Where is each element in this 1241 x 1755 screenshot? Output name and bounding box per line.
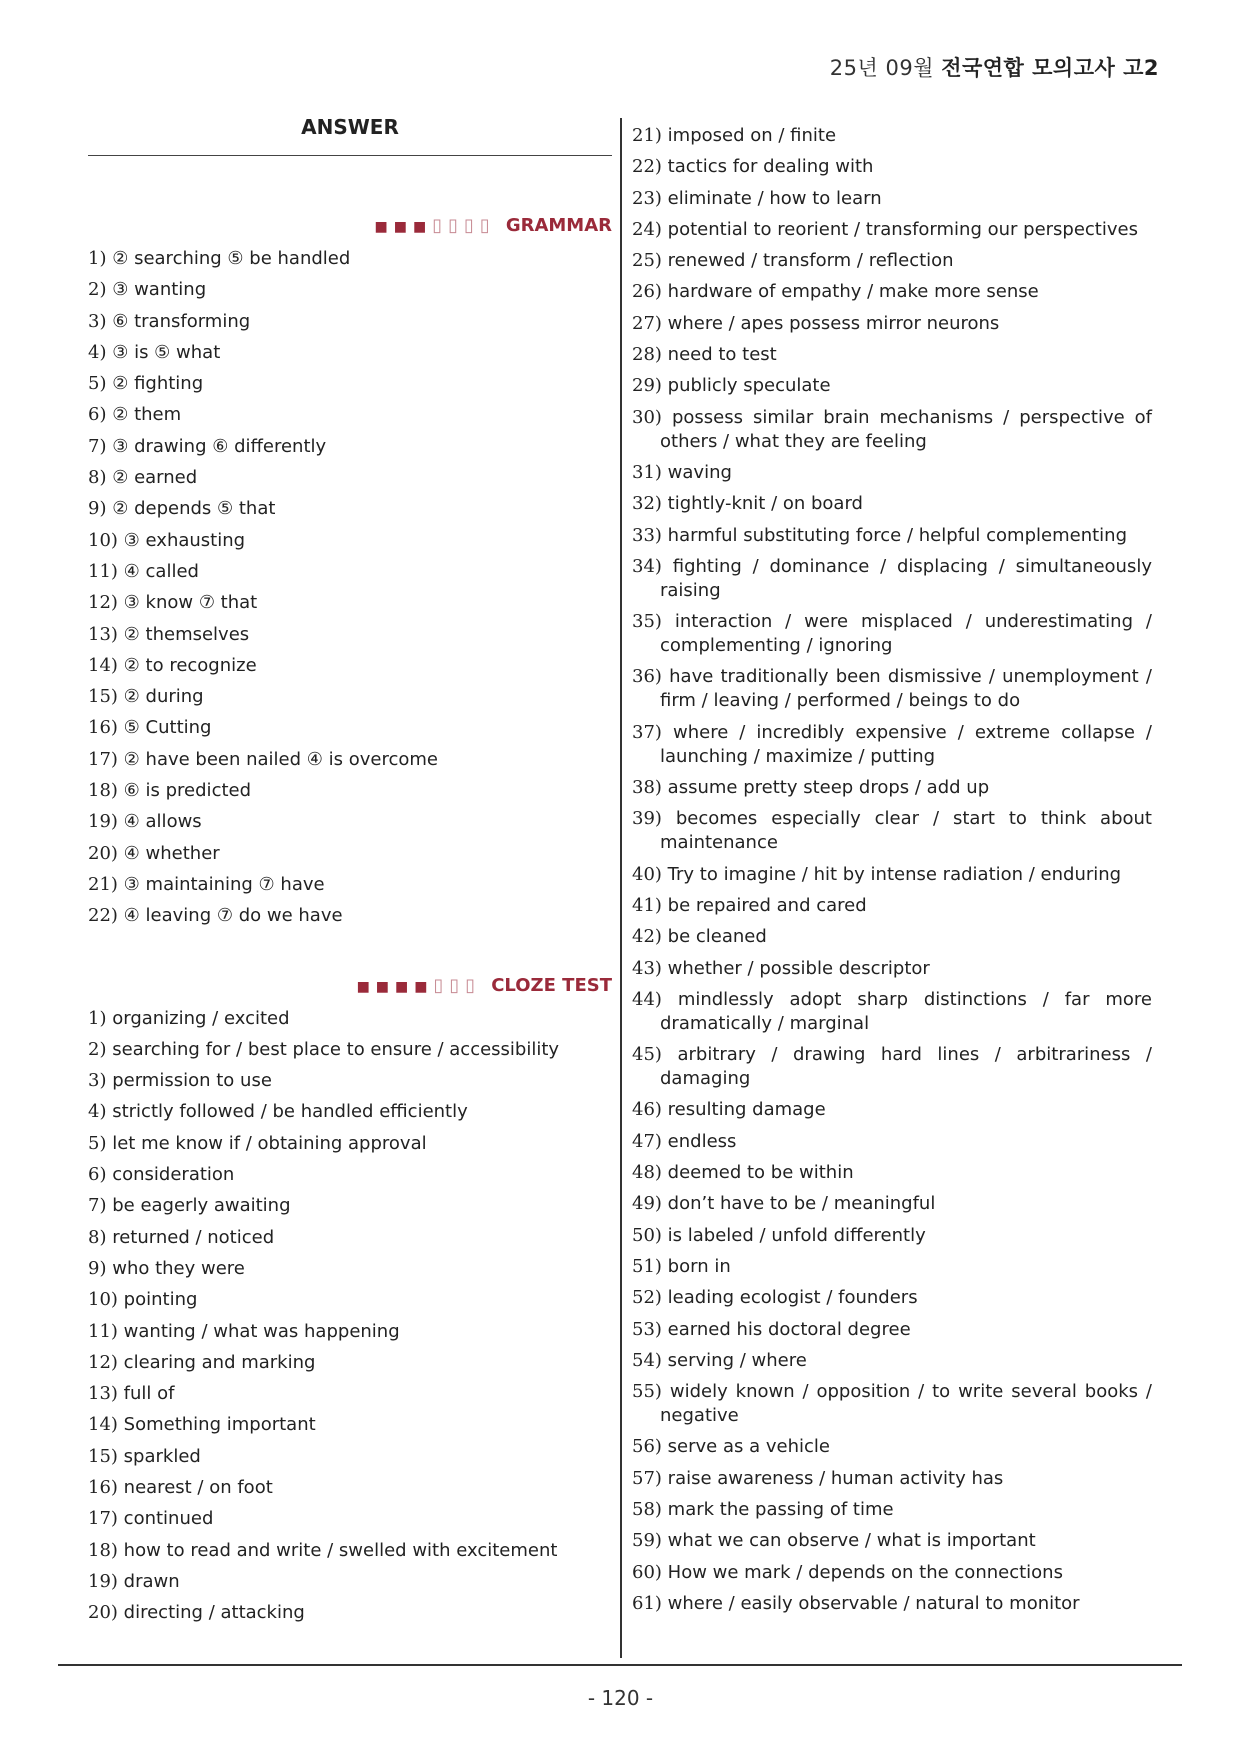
answer-item xyxy=(88,681,612,712)
answer-text: harmful substituting force / helpful complementing xyxy=(667,524,1127,546)
answer-text: tactics for dealing with xyxy=(667,156,874,178)
answer-item xyxy=(632,249,1152,273)
answer-title: ANSWER xyxy=(301,115,399,139)
answer-number: 13) xyxy=(88,623,118,645)
answer-number: 52) xyxy=(632,1287,662,1309)
answer-text: sparkled xyxy=(123,1445,201,1467)
answer-item xyxy=(88,274,612,305)
answer-item xyxy=(88,556,612,587)
answer-number: 3) xyxy=(88,1070,107,1092)
answer-text: possess similar brain mechanisms / perspective of others / what they are feeling xyxy=(660,406,1153,452)
answer-number: 33) xyxy=(632,524,662,546)
answer-item xyxy=(632,925,1152,949)
answer-item xyxy=(632,1529,1152,1553)
answer-text: ② during xyxy=(123,686,204,708)
answer-number: 13) xyxy=(88,1383,118,1405)
answer-number: 37) xyxy=(632,721,662,743)
cloze-section-label xyxy=(88,975,612,996)
answer-item xyxy=(88,243,612,274)
answer-number: 4) xyxy=(88,1101,107,1123)
answer-item xyxy=(88,1441,612,1472)
answer-number: 55) xyxy=(632,1381,662,1403)
answer-item xyxy=(88,775,612,806)
answer-number: 51) xyxy=(632,1255,662,1277)
answer-item xyxy=(632,957,1152,981)
answer-item xyxy=(632,807,1152,855)
answer-item xyxy=(88,838,612,869)
answer-text: interaction / were misplaced / underestimating / complementing / ignoring xyxy=(660,611,1152,657)
answer-number: 12) xyxy=(88,1351,118,1373)
answer-text: need to test xyxy=(667,344,777,366)
answer-text: ⑥ is predicted xyxy=(123,780,252,802)
answer-item xyxy=(632,776,1152,800)
answer-item xyxy=(88,900,612,931)
cloze-bullet-glyphs: ■■■■▯▯▯ xyxy=(356,974,482,996)
answer-number: 21) xyxy=(88,873,118,895)
answer-item xyxy=(88,869,612,900)
answer-item xyxy=(632,461,1152,485)
answer-text: earned his doctoral degree xyxy=(667,1318,911,1340)
answer-number: 16) xyxy=(88,717,118,739)
answer-text: ② depends ⑤ that xyxy=(112,498,276,520)
answer-number: 35) xyxy=(632,611,662,633)
answer-text: let me know if / obtaining approval xyxy=(112,1132,427,1154)
answer-item xyxy=(632,988,1152,1036)
answer-item xyxy=(632,1380,1152,1428)
answer-text: ③ wanting xyxy=(112,279,207,301)
answer-item xyxy=(632,124,1152,148)
answer-text: ② fighting xyxy=(112,373,204,395)
answer-text: ⑥ transforming xyxy=(112,310,251,332)
answer-number: 32) xyxy=(632,493,662,515)
answer-number: 53) xyxy=(632,1318,662,1340)
answer-number: 21) xyxy=(632,125,662,146)
answer-number: 12) xyxy=(88,592,118,614)
answer-text: ④ called xyxy=(123,560,199,582)
answer-text: ② themselves xyxy=(123,623,250,645)
answer-item xyxy=(632,863,1152,887)
answer-number: 10) xyxy=(88,1289,118,1311)
answer-text: ③ exhausting xyxy=(123,529,246,551)
answer-text: be eagerly awaiting xyxy=(112,1195,291,1217)
answer-number: 31) xyxy=(632,461,662,483)
answer-item xyxy=(88,1222,612,1253)
answer-text: How we mark / depends on the connections xyxy=(667,1561,1063,1583)
answer-item xyxy=(632,1286,1152,1310)
answer-divider xyxy=(88,155,612,156)
answer-number: 34) xyxy=(632,555,662,577)
answer-text: endless xyxy=(667,1130,737,1152)
answer-item xyxy=(632,280,1152,304)
answer-text: waving xyxy=(667,461,732,483)
answer-text: where / incredibly expensive / extreme collapse / launching / maximize / putting xyxy=(660,721,1152,767)
answer-item xyxy=(632,894,1152,918)
answer-number: 41) xyxy=(632,894,662,916)
answer-item xyxy=(88,368,612,399)
answer-number: 58) xyxy=(632,1498,662,1520)
answer-item xyxy=(632,1435,1152,1459)
answer-text: consideration xyxy=(112,1164,235,1186)
answer-item xyxy=(632,1161,1152,1185)
answer-number: 2) xyxy=(88,279,107,301)
page-header xyxy=(830,52,1159,82)
answer-number: 39) xyxy=(632,808,662,830)
answer-item xyxy=(632,524,1152,548)
answer-number: 43) xyxy=(632,957,662,979)
answer-number: 5) xyxy=(88,373,107,395)
answer-text: hardware of empathy / make more sense xyxy=(667,281,1039,303)
footer-divider xyxy=(58,1664,1182,1666)
page-number: - 120 - xyxy=(587,1686,654,1710)
answer-number: 60) xyxy=(632,1561,662,1583)
answer-item xyxy=(632,1130,1152,1154)
answer-number: 15) xyxy=(88,1445,118,1467)
answer-item xyxy=(88,744,612,775)
answer-text: continued xyxy=(123,1508,214,1530)
answer-item xyxy=(632,1467,1152,1491)
answer-number: 5) xyxy=(88,1132,107,1154)
answer-text: ④ leaving ⑦ do we have xyxy=(123,905,343,927)
answer-item xyxy=(88,1503,612,1534)
answer-number: 40) xyxy=(632,863,662,885)
answer-number: 30) xyxy=(632,406,662,428)
answer-text: ③ maintaining ⑦ have xyxy=(123,873,325,895)
answer-item xyxy=(88,1566,612,1597)
answer-text: mark the passing of time xyxy=(667,1498,894,1520)
answer-item xyxy=(88,1409,612,1440)
answer-text: ② them xyxy=(112,404,182,426)
answer-text: leading ecologist / founders xyxy=(667,1287,918,1309)
answer-number: 22) xyxy=(88,905,118,927)
answer-number: 20) xyxy=(88,842,118,864)
answer-text: have traditionally been dismissive / unemployment / firm / leaving / performed / beings to do xyxy=(660,666,1152,712)
answer-text: searching for / best place to ensure / accessibility xyxy=(112,1038,560,1060)
answer-number: 14) xyxy=(88,1414,118,1436)
answer-number: 1) xyxy=(88,1007,107,1029)
answer-text: ② to recognize xyxy=(123,654,257,676)
answer-item xyxy=(632,721,1152,769)
answer-number: 14) xyxy=(88,654,118,676)
answer-number: 7) xyxy=(88,435,107,457)
cloze-list-right xyxy=(632,124,1152,1616)
answer-item xyxy=(632,406,1152,454)
answer-item xyxy=(88,337,612,368)
answer-number: 17) xyxy=(88,748,118,770)
answer-text: strictly followed / be handled efficiently xyxy=(112,1101,468,1123)
answer-text: permission to use xyxy=(112,1070,272,1092)
answer-item xyxy=(632,1349,1152,1373)
answer-text: ② searching ⑤ be handled xyxy=(112,248,351,269)
answer-item xyxy=(88,306,612,337)
answer-number: 19) xyxy=(88,1570,118,1592)
answer-text: widely known / opposition / to write several books / negative xyxy=(660,1381,1152,1427)
answer-text: Try to imagine / hit by intense radiation / enduring xyxy=(667,863,1122,885)
answer-number: 50) xyxy=(632,1224,662,1246)
answer-text: serving / where xyxy=(667,1349,807,1371)
answer-text: ② earned xyxy=(112,467,198,489)
answer-item xyxy=(632,1592,1152,1616)
answer-number: 18) xyxy=(88,780,118,802)
cloze-list-left xyxy=(88,1003,612,1629)
answer-item xyxy=(88,1034,612,1065)
answer-number: 46) xyxy=(632,1099,662,1121)
answer-item xyxy=(88,1284,612,1315)
left-column xyxy=(88,112,612,1628)
header-prefix: 25년 09월 xyxy=(829,56,934,80)
answer-text: be cleaned xyxy=(667,926,767,948)
answer-number: 26) xyxy=(632,281,662,303)
answer-text: tightly-knit / on board xyxy=(667,493,863,515)
answer-text: becomes especially clear / start to think about maintenance xyxy=(660,808,1152,854)
answer-number: 11) xyxy=(88,1320,118,1342)
answer-item xyxy=(632,1224,1152,1248)
answer-item xyxy=(88,1472,612,1503)
answer-number: 19) xyxy=(88,811,118,833)
answer-item xyxy=(88,1096,612,1127)
right-column xyxy=(632,124,1152,1623)
grammar-bullet-glyphs: ■■■▯▯▯▯ xyxy=(374,215,496,236)
grammar-list xyxy=(88,243,612,932)
answer-item xyxy=(88,1128,612,1159)
answer-number: 4) xyxy=(88,341,107,363)
answer-text: organizing / excited xyxy=(112,1007,290,1029)
answer-text: ④ whether xyxy=(123,842,220,864)
answer-text: where / easily observable / natural to monitor xyxy=(667,1592,1080,1614)
answer-text: deemed to be within xyxy=(667,1162,854,1184)
answer-item xyxy=(88,1535,612,1566)
answer-item xyxy=(632,1498,1152,1522)
answer-item xyxy=(88,1003,612,1034)
answer-item xyxy=(632,343,1152,367)
answer-number: 9) xyxy=(88,1257,107,1279)
answer-number: 36) xyxy=(632,666,662,688)
answer-item xyxy=(632,665,1152,713)
answer-number: 56) xyxy=(632,1436,662,1458)
answer-item xyxy=(88,1159,612,1190)
answer-number: 17) xyxy=(88,1508,118,1530)
answer-text: raise awareness / human activity has xyxy=(667,1467,1004,1489)
answer-text: ③ know ⑦ that xyxy=(123,592,258,614)
answer-number: 23) xyxy=(632,187,662,209)
answer-item xyxy=(88,1065,612,1096)
answer-text: potential to reorient / transforming our perspectives xyxy=(667,218,1138,240)
answer-item xyxy=(88,399,612,430)
answer-text: born in xyxy=(667,1255,731,1277)
answer-number: 54) xyxy=(632,1349,662,1371)
answer-text: fighting / dominance / displacing / simultaneously raising xyxy=(660,555,1152,601)
answer-number: 61) xyxy=(632,1592,662,1614)
answer-text: resulting damage xyxy=(667,1099,826,1121)
answer-number: 1) xyxy=(88,248,107,269)
answer-text: whether / possible descriptor xyxy=(667,957,930,979)
answer-text: wanting / what was happening xyxy=(123,1320,400,1342)
answer-text: ④ allows xyxy=(123,811,202,833)
answer-item xyxy=(88,1347,612,1378)
answer-number: 20) xyxy=(88,1602,118,1624)
answer-item xyxy=(632,218,1152,242)
answer-item xyxy=(632,1192,1152,1216)
answer-number: 27) xyxy=(632,312,662,334)
answer-text: Something important xyxy=(123,1414,316,1436)
answer-text: who they were xyxy=(112,1257,245,1279)
answer-text: ③ is ⑤ what xyxy=(112,341,221,363)
answer-item xyxy=(88,1190,612,1221)
answer-item xyxy=(88,1597,612,1628)
answer-item xyxy=(632,187,1152,211)
answer-number: 6) xyxy=(88,404,107,426)
answer-number: 11) xyxy=(88,560,118,582)
answer-number: 57) xyxy=(632,1467,662,1489)
answer-text: be repaired and cared xyxy=(667,894,867,916)
answer-item xyxy=(632,610,1152,658)
answer-number: 29) xyxy=(632,375,662,397)
answer-number: 8) xyxy=(88,1226,107,1248)
answer-item xyxy=(88,619,612,650)
answer-number: 3) xyxy=(88,310,107,332)
answer-number: 38) xyxy=(632,777,662,799)
answer-text: eliminate / how to learn xyxy=(667,187,882,209)
answer-number: 42) xyxy=(632,926,662,948)
answer-text: renewed / transform / reflection xyxy=(667,250,954,272)
answer-number: 6) xyxy=(88,1164,107,1186)
answer-text: ② have been nailed ④ is overcome xyxy=(123,748,439,770)
answer-item xyxy=(88,431,612,462)
answer-text: ⑤ Cutting xyxy=(123,717,212,739)
column-divider xyxy=(620,118,622,1658)
answer-text: assume pretty steep drops / add up xyxy=(667,777,990,799)
answer-item xyxy=(88,462,612,493)
answer-text: directing / attacking xyxy=(123,1602,305,1624)
answer-text: ③ drawing ⑥ differently xyxy=(112,435,327,457)
answer-text: mindlessly adopt sharp distinctions / far more dramatically / marginal xyxy=(660,988,1152,1034)
answer-item xyxy=(632,1098,1152,1122)
answer-item xyxy=(632,312,1152,336)
answer-text: don’t have to be / meaningful xyxy=(667,1193,936,1215)
answer-text: pointing xyxy=(123,1289,198,1311)
answer-text: is labeled / unfold differently xyxy=(667,1224,926,1246)
answer-number: 18) xyxy=(88,1539,118,1561)
answer-number: 2) xyxy=(88,1038,107,1060)
answer-item xyxy=(88,525,612,556)
answer-item xyxy=(632,374,1152,398)
answer-item xyxy=(88,1253,612,1284)
answer-number: 59) xyxy=(632,1530,662,1552)
answer-number: 24) xyxy=(632,218,662,240)
answer-number: 9) xyxy=(88,498,107,520)
answer-item xyxy=(88,493,612,524)
answer-item xyxy=(632,492,1152,516)
answer-text: drawn xyxy=(123,1570,180,1592)
answer-text: nearest / on foot xyxy=(123,1476,273,1498)
answer-number: 7) xyxy=(88,1195,107,1217)
answer-item xyxy=(88,650,612,681)
answer-number: 25) xyxy=(632,250,662,272)
grammar-section-label xyxy=(88,215,612,236)
answer-item xyxy=(88,1316,612,1347)
answer-number: 28) xyxy=(632,344,662,366)
answer-text: what we can observe / what is important xyxy=(667,1530,1036,1552)
answer-number: 22) xyxy=(632,156,662,178)
answer-item xyxy=(632,1561,1152,1585)
answer-text: how to read and write / swelled with excitement xyxy=(123,1539,558,1561)
answer-text: imposed on / finite xyxy=(667,125,837,146)
answer-item xyxy=(632,555,1152,603)
answer-text: arbitrary / drawing hard lines / arbitrariness / damaging xyxy=(660,1044,1152,1090)
answer-item xyxy=(88,1378,612,1409)
answer-item xyxy=(632,1318,1152,1342)
answer-item xyxy=(88,806,612,837)
answer-number: 8) xyxy=(88,467,107,489)
answer-text: full of xyxy=(123,1383,175,1405)
answer-number: 44) xyxy=(632,988,662,1010)
answer-text: publicly speculate xyxy=(667,375,831,397)
answer-text: returned / noticed xyxy=(112,1226,275,1248)
cloze-label: CLOZE TEST xyxy=(491,974,612,996)
answer-text: where / apes possess mirror neurons xyxy=(667,312,1000,334)
answer-item xyxy=(632,1255,1152,1279)
answer-item xyxy=(632,155,1152,179)
answer-number: 49) xyxy=(632,1193,662,1215)
answer-number: 10) xyxy=(88,529,118,551)
answer-number: 15) xyxy=(88,686,118,708)
answer-item xyxy=(88,587,612,618)
answer-text: clearing and marking xyxy=(123,1351,316,1373)
header-title: 전국연합 모의고사 고2 xyxy=(941,56,1159,80)
answer-number: 47) xyxy=(632,1130,662,1152)
answer-item xyxy=(632,1043,1152,1091)
answer-number: 16) xyxy=(88,1476,118,1498)
answer-text: serve as a vehicle xyxy=(667,1436,830,1458)
answer-number: 45) xyxy=(632,1044,662,1066)
answer-item xyxy=(88,712,612,743)
answer-number: 48) xyxy=(632,1162,662,1184)
grammar-label: GRAMMAR xyxy=(505,215,612,236)
